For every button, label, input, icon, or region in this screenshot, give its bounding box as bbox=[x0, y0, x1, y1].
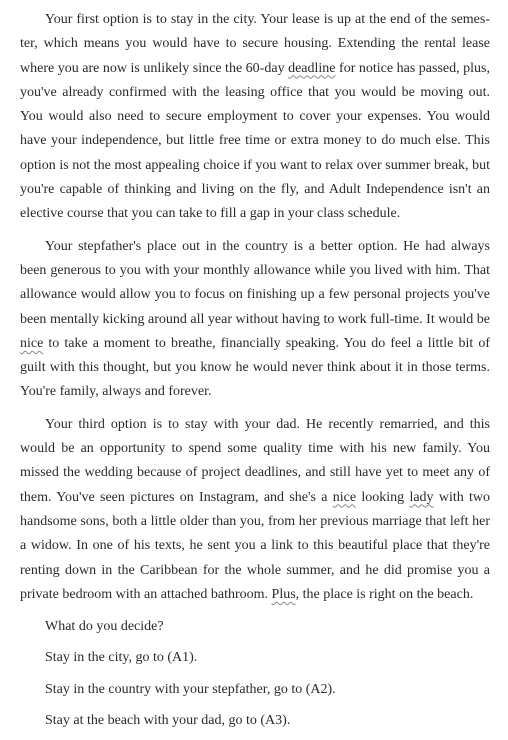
text-run: looking bbox=[356, 489, 410, 505]
paragraph-country-option bbox=[20, 235, 490, 405]
spellcheck-word: deadline bbox=[288, 60, 336, 76]
choice-city[interactable]: Stay in the city, go to (A1). bbox=[45, 650, 198, 666]
text-run: with two handsome sons, both a little older than you, from her previous marriage that left her a widow. In one of his texts, he sent you a link to this beautiful place that they're renting down in the Caribbean for the whole summer, and he did promise you a private bedroom with an attached bathroom. bbox=[20, 489, 491, 602]
choice-country[interactable]: Stay in the country with your stepfather, go to (A2). bbox=[45, 681, 336, 697]
spellcheck-word: nice bbox=[332, 489, 357, 505]
story-page bbox=[20, 8, 490, 740]
decision-question: What do you decide? bbox=[45, 619, 164, 635]
spellcheck-word: nice bbox=[20, 335, 44, 351]
text-run: Your first option is to stay in the city. Your lease is up at the end of the semes-ter, which means you would have to secure housing. Extending the rental lease where you are now is unlikely since the 60-day bbox=[20, 12, 490, 76]
text-run: for notice has passed, plus, you've already confirmed with the leasing office that you would be moving out. You would also need to secure employment to cover your expenses. You would have your independence, but little free time or extra money to do much else. This option is not the most appealing choice if you want to relax over summer break, but you're capable of thinking and living on the fly, and Adult Independence isn't an elective course that you can take to fill a gap in your class schedule. bbox=[20, 60, 490, 222]
text-run: Your third option is to stay with your dad. He recently remarried, and this would be an opportunity to spend some quality time with his new family. You missed the wedding because of project deadlines, and still have yet to meet any of them. You've seen pictures on Instagram, and she's a bbox=[20, 416, 490, 505]
choice-beach[interactable]: Stay at the beach with your dad, go to (A3). bbox=[45, 713, 291, 729]
paragraph-city-option bbox=[20, 8, 490, 227]
spellcheck-word: lady bbox=[409, 489, 434, 505]
paragraph-beach-option bbox=[20, 413, 490, 607]
spellcheck-word: Plus bbox=[271, 586, 296, 602]
text-run: , the place is right on the beach. bbox=[295, 586, 474, 602]
text-run: Your stepfather's place out in the country is a better option. He had always been generous to you with your monthly allowance while you lived with him. That allowance would allow you to focus on finishing up a few personal projects you've been mentally kicking around all year without having to work full-time. It would be bbox=[20, 238, 490, 327]
text-run: to take a moment to breathe, financially speaking. You do feel a little bit of guilt with this thought, but you know he would never think about it in those terms. You're family, always and forever. bbox=[20, 335, 490, 400]
